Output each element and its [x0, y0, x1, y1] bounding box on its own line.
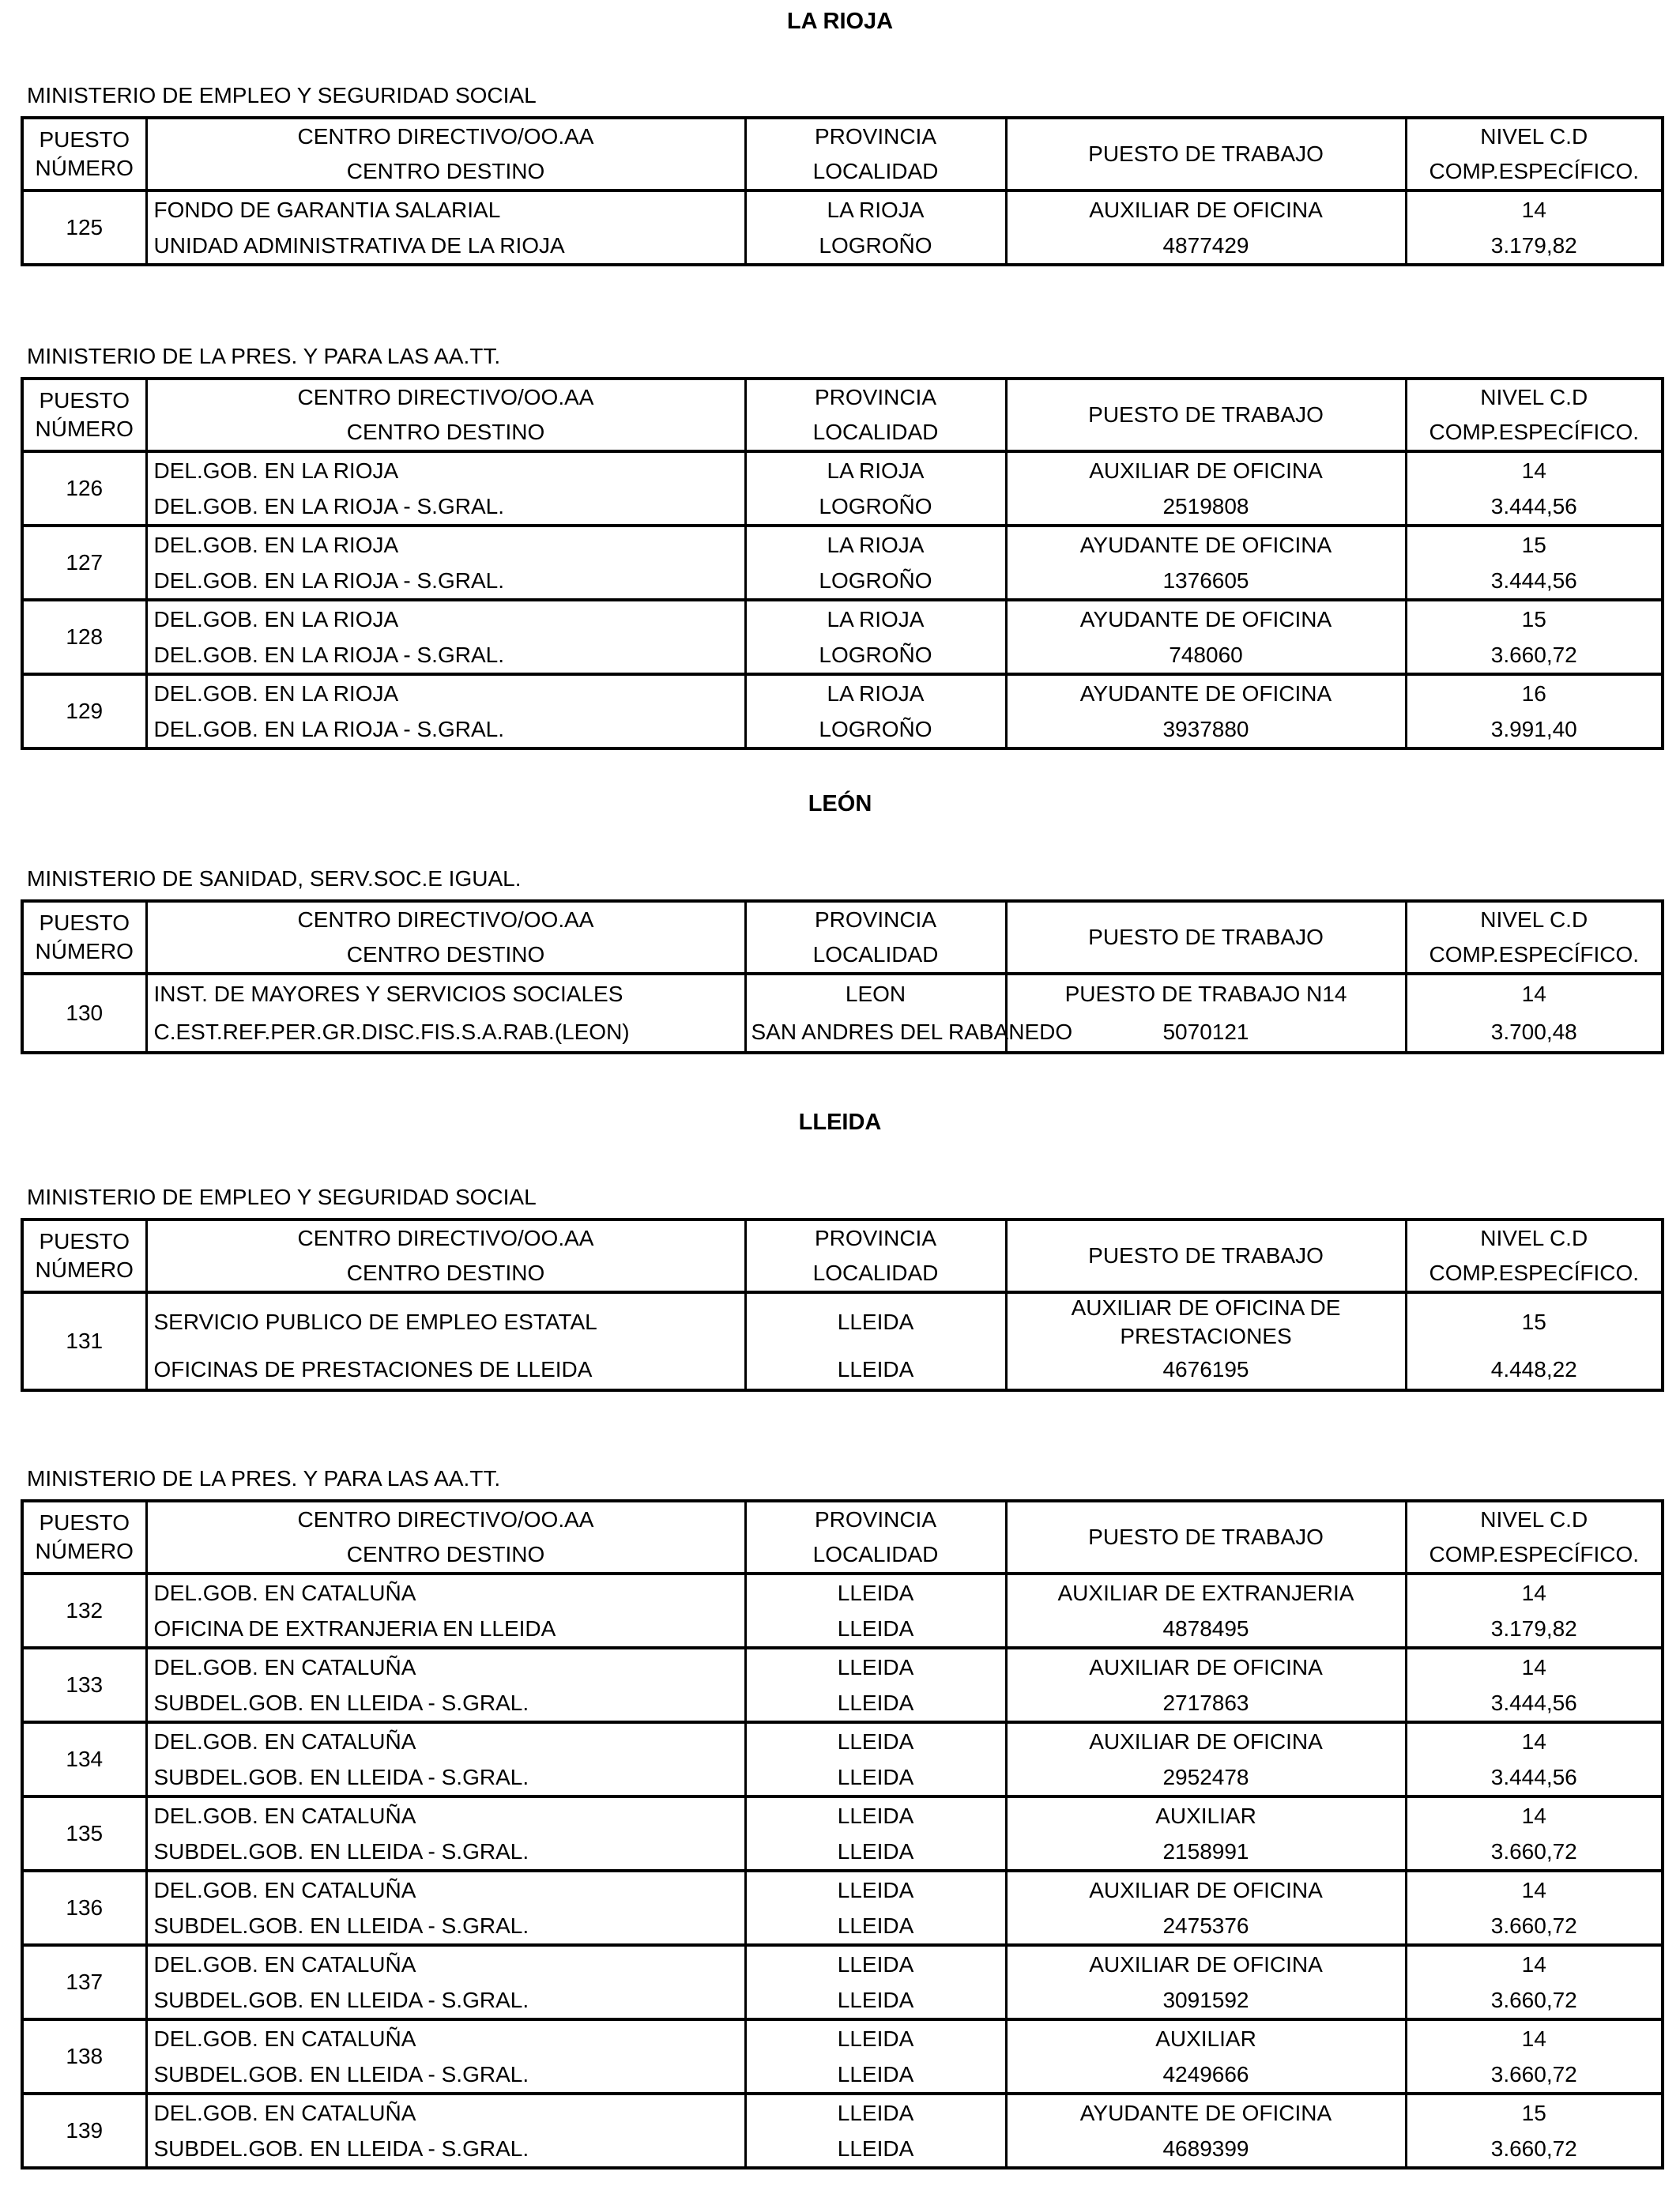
centro-directivo: DEL.GOB. EN CATALUÑA — [146, 2094, 745, 2131]
puesto-numero: 134 — [22, 1722, 146, 1796]
provincia: LLEIDA — [745, 1574, 1006, 1611]
header-puesto: PUESTO — [39, 127, 130, 152]
table-row — [22, 711, 1663, 748]
table-row — [22, 1611, 1663, 1648]
puesto-numero: 129 — [22, 674, 146, 748]
centro-directivo: DEL.GOB. EN CATALUÑA — [146, 1722, 745, 1759]
ministry-label: MINISTERIO DE LA PRES. Y PARA LAS AA.TT. — [27, 1466, 501, 1491]
table-row — [22, 488, 1663, 526]
provincia: LLEIDA — [745, 2019, 1006, 2056]
header-localidad: LOCALIDAD — [745, 1256, 1006, 1292]
nivel-cd: 14 — [1406, 1945, 1663, 1982]
centro-directivo: INST. DE MAYORES Y SERVICIOS SOCIALES — [146, 974, 745, 1013]
centro-destino: DEL.GOB. EN LA RIOJA - S.GRAL. — [146, 711, 745, 748]
puesto-trabajo: AUXILIAR DE OFICINA — [1006, 190, 1406, 228]
table-row — [22, 1722, 1663, 1759]
centro-destino: DEL.GOB. EN LA RIOJA - S.GRAL. — [146, 488, 745, 526]
puesto-numero: 136 — [22, 1871, 146, 1945]
job-table — [21, 377, 1664, 750]
table-row — [22, 1685, 1663, 1722]
table-row — [22, 974, 1663, 1013]
ministry-label: MINISTERIO DE EMPLEO Y SEGURIDAD SOCIAL — [27, 83, 537, 107]
table-row — [22, 526, 1663, 563]
nivel-cd: 14 — [1406, 190, 1663, 228]
centro-destino: C.EST.REF.PER.GR.DISC.FIS.S.A.RAB.(LEON) — [146, 1013, 745, 1053]
nivel-cd: 14 — [1406, 1871, 1663, 1908]
centro-destino: SUBDEL.GOB. EN LLEIDA - S.GRAL. — [146, 1982, 745, 2019]
comp-especifico: 3.179,82 — [1406, 1611, 1663, 1648]
puesto-numero: 125 — [22, 190, 146, 265]
header-numero: NÚMERO — [35, 1257, 134, 1282]
puesto-trabajo: AYUDANTE DE OFICINA — [1006, 2094, 1406, 2131]
puesto-numero: 130 — [22, 974, 146, 1053]
puesto-trabajo: AYUDANTE DE OFICINA — [1006, 526, 1406, 563]
comp-especifico: 3.444,56 — [1406, 1759, 1663, 1796]
centro-destino: SUBDEL.GOB. EN LLEIDA - S.GRAL. — [146, 2131, 745, 2168]
table-row — [22, 600, 1663, 637]
header-puesto-trabajo: PUESTO DE TRABAJO — [1006, 1501, 1406, 1574]
provincia: LLEIDA — [745, 1871, 1006, 1908]
table-row — [22, 1871, 1663, 1908]
header-puesto: PUESTO — [39, 388, 130, 413]
table-row — [22, 2019, 1663, 2056]
centro-directivo: DEL.GOB. EN LA RIOJA — [146, 600, 745, 637]
nivel-cd: 14 — [1406, 974, 1663, 1013]
codigo-puesto: 4877429 — [1006, 228, 1406, 265]
nivel-cd: 16 — [1406, 674, 1663, 711]
centro-destino: DEL.GOB. EN LA RIOJA - S.GRAL. — [146, 637, 745, 674]
centro-directivo: FONDO DE GARANTIA SALARIAL — [146, 190, 745, 228]
puesto-trabajo: PUESTO DE TRABAJO N14 — [1006, 974, 1406, 1013]
table-row — [22, 1013, 1663, 1053]
nivel-cd: 15 — [1406, 526, 1663, 563]
puesto-numero: 137 — [22, 1945, 146, 2019]
localidad: LLEIDA — [745, 2056, 1006, 2094]
nivel-cd: 14 — [1406, 1648, 1663, 1685]
provincia: LLEIDA — [745, 2094, 1006, 2131]
centro-directivo: SERVICIO PUBLICO DE EMPLEO ESTATAL — [146, 1292, 745, 1351]
header-puesto-numero — [22, 379, 146, 451]
header-localidad: LOCALIDAD — [745, 1537, 1006, 1574]
header-nivel: NIVEL C.D — [1406, 118, 1663, 154]
header-puesto-trabajo: PUESTO DE TRABAJO — [1006, 1220, 1406, 1292]
provincia: LA RIOJA — [745, 451, 1006, 488]
header-centro-destino: CENTRO DESTINO — [146, 154, 745, 190]
provincia: LA RIOJA — [745, 190, 1006, 228]
header-numero: NÚMERO — [35, 1539, 134, 1563]
comp-especifico: 3.660,72 — [1406, 1908, 1663, 1945]
centro-destino: DEL.GOB. EN LA RIOJA - S.GRAL. — [146, 563, 745, 600]
header-centro-directivo: CENTRO DIRECTIVO/OO.AA — [146, 1220, 745, 1256]
header-puesto: PUESTO — [39, 910, 130, 935]
table-row — [22, 2094, 1663, 2131]
table-row — [22, 1834, 1663, 1871]
comp-especifico: 3.444,56 — [1406, 488, 1663, 526]
nivel-cd: 14 — [1406, 451, 1663, 488]
provincia: LA RIOJA — [745, 600, 1006, 637]
centro-directivo: DEL.GOB. EN CATALUÑA — [146, 1648, 745, 1685]
localidad: LLEIDA — [745, 1759, 1006, 1796]
provincia: LLEIDA — [745, 1648, 1006, 1685]
centro-directivo: DEL.GOB. EN CATALUÑA — [146, 2019, 745, 2056]
puesto-numero: 138 — [22, 2019, 146, 2094]
nivel-cd: 14 — [1406, 1796, 1663, 1834]
localidad: LOGROÑO — [745, 711, 1006, 748]
nivel-cd: 14 — [1406, 1722, 1663, 1759]
codigo-puesto: 3937880 — [1006, 711, 1406, 748]
header-comp-especifico: COMP.ESPECÍFICO. — [1406, 415, 1663, 451]
codigo-puesto: 2717863 — [1006, 1685, 1406, 1722]
comp-especifico: 3.660,72 — [1406, 1834, 1663, 1871]
codigo-puesto: 4689399 — [1006, 2131, 1406, 2168]
table-row — [22, 1908, 1663, 1945]
table-row — [22, 2056, 1663, 2094]
comp-especifico: 4.448,22 — [1406, 1351, 1663, 1390]
codigo-puesto: 2952478 — [1006, 1759, 1406, 1796]
provincia: LLEIDA — [745, 1945, 1006, 1982]
job-table — [21, 116, 1664, 266]
centro-directivo: DEL.GOB. EN CATALUÑA — [146, 1945, 745, 1982]
localidad: LLEIDA — [745, 1351, 1006, 1390]
localidad: LLEIDA — [745, 1908, 1006, 1945]
header-puesto: PUESTO — [39, 1510, 130, 1535]
comp-especifico: 3.444,56 — [1406, 1685, 1663, 1722]
puesto-numero: 131 — [22, 1292, 146, 1390]
centro-directivo: DEL.GOB. EN LA RIOJA — [146, 674, 745, 711]
localidad: SAN ANDRES DEL RABANEDO — [745, 1013, 1006, 1053]
header-nivel: NIVEL C.D — [1406, 1501, 1663, 1537]
puesto-numero: 135 — [22, 1796, 146, 1871]
localidad: LOGROÑO — [745, 488, 1006, 526]
puesto-numero: 128 — [22, 600, 146, 674]
codigo-puesto: 2158991 — [1006, 1834, 1406, 1871]
job-table — [21, 1218, 1664, 1392]
centro-directivo: DEL.GOB. EN LA RIOJA — [146, 526, 745, 563]
puesto-trabajo: AUXILIAR DE OFICINA — [1006, 1871, 1406, 1908]
header-localidad: LOCALIDAD — [745, 415, 1006, 451]
header-numero: NÚMERO — [35, 417, 134, 441]
header-puesto-numero — [22, 1501, 146, 1574]
localidad: LLEIDA — [745, 2131, 1006, 2168]
table-row — [22, 1351, 1663, 1390]
localidad: LLEIDA — [745, 1982, 1006, 2019]
table-row — [22, 674, 1663, 711]
localidad: LOGROÑO — [745, 228, 1006, 265]
header-puesto-numero — [22, 1220, 146, 1292]
centro-destino: SUBDEL.GOB. EN LLEIDA - S.GRAL. — [146, 1685, 745, 1722]
header-provincia: PROVINCIA — [745, 1220, 1006, 1256]
provincia: LLEIDA — [745, 1292, 1006, 1351]
localidad: LLEIDA — [745, 1834, 1006, 1871]
centro-destino: OFICINA DE EXTRANJERIA EN LLEIDA — [146, 1611, 745, 1648]
puesto-trabajo: AUXILIAR DE OFICINA — [1006, 1722, 1406, 1759]
header-puesto-trabajo: PUESTO DE TRABAJO — [1006, 118, 1406, 190]
provincia: LLEIDA — [745, 1722, 1006, 1759]
table-row — [22, 563, 1663, 600]
nivel-cd: 15 — [1406, 1292, 1663, 1351]
puesto-trabajo: AUXILIAR — [1006, 2019, 1406, 2056]
centro-destino: UNIDAD ADMINISTRATIVA DE LA RIOJA — [146, 228, 745, 265]
puesto-trabajo: AYUDANTE DE OFICINA — [1006, 600, 1406, 637]
centro-directivo: DEL.GOB. EN CATALUÑA — [146, 1796, 745, 1834]
centro-directivo: DEL.GOB. EN CATALUÑA — [146, 1871, 745, 1908]
localidad: LOGROÑO — [745, 563, 1006, 600]
localidad: LLEIDA — [745, 1685, 1006, 1722]
comp-especifico: 3.991,40 — [1406, 711, 1663, 748]
puesto-trabajo: AUXILIAR DE EXTRANJERIA — [1006, 1574, 1406, 1611]
provincia: LA RIOJA — [745, 526, 1006, 563]
ministry-label: MINISTERIO DE EMPLEO Y SEGURIDAD SOCIAL — [27, 1185, 537, 1209]
header-numero: NÚMERO — [35, 156, 134, 180]
codigo-puesto: 4249666 — [1006, 2056, 1406, 2094]
puesto-numero: 139 — [22, 2094, 146, 2168]
centro-directivo: DEL.GOB. EN LA RIOJA — [146, 451, 745, 488]
header-provincia: PROVINCIA — [745, 379, 1006, 415]
region-title-lleida: LLEIDA — [798, 1110, 882, 1135]
header-provincia: PROVINCIA — [745, 1501, 1006, 1537]
ministry-label: MINISTERIO DE LA PRES. Y PARA LAS AA.TT. — [27, 344, 501, 368]
comp-especifico: 3.660,72 — [1406, 1982, 1663, 2019]
header-localidad: LOCALIDAD — [745, 937, 1006, 974]
header-nivel: NIVEL C.D — [1406, 901, 1663, 937]
provincia: LA RIOJA — [745, 674, 1006, 711]
header-comp-especifico: COMP.ESPECÍFICO. — [1406, 1537, 1663, 1574]
header-centro-directivo: CENTRO DIRECTIVO/OO.AA — [146, 118, 745, 154]
table-row — [22, 1292, 1663, 1351]
table-row — [22, 637, 1663, 674]
nivel-cd: 15 — [1406, 600, 1663, 637]
comp-especifico: 3.660,72 — [1406, 2056, 1663, 2094]
comp-especifico: 3.660,72 — [1406, 2131, 1663, 2168]
table-row — [22, 2131, 1663, 2168]
header-nivel: NIVEL C.D — [1406, 379, 1663, 415]
provincia: LLEIDA — [745, 1796, 1006, 1834]
codigo-puesto: 4676195 — [1006, 1351, 1406, 1390]
header-comp-especifico: COMP.ESPECÍFICO. — [1406, 1256, 1663, 1292]
table-row — [22, 1796, 1663, 1834]
table-row — [22, 190, 1663, 228]
header-centro-directivo: CENTRO DIRECTIVO/OO.AA — [146, 1501, 745, 1537]
codigo-puesto: 5070121 — [1006, 1013, 1406, 1053]
header-puesto-numero — [22, 901, 146, 974]
region-title-leon: LEÓN — [808, 791, 872, 816]
codigo-puesto: 1376605 — [1006, 563, 1406, 600]
header-centro-destino: CENTRO DESTINO — [146, 1256, 745, 1292]
comp-especifico: 3.660,72 — [1406, 637, 1663, 674]
header-puesto-trabajo: PUESTO DE TRABAJO — [1006, 379, 1406, 451]
region-title-la-rioja: LA RIOJA — [786, 9, 894, 34]
header-comp-especifico: COMP.ESPECÍFICO. — [1406, 937, 1663, 974]
header-centro-directivo: CENTRO DIRECTIVO/OO.AA — [146, 379, 745, 415]
header-puesto: PUESTO — [39, 1229, 130, 1253]
codigo-puesto: 4878495 — [1006, 1611, 1406, 1648]
localidad: LOGROÑO — [745, 637, 1006, 674]
job-table — [21, 899, 1664, 1054]
header-localidad: LOCALIDAD — [745, 154, 1006, 190]
header-puesto-trabajo: PUESTO DE TRABAJO — [1006, 901, 1406, 974]
centro-directivo: DEL.GOB. EN CATALUÑA — [146, 1574, 745, 1611]
puesto-numero: 127 — [22, 526, 146, 600]
codigo-puesto: 748060 — [1006, 637, 1406, 674]
comp-especifico: 3.444,56 — [1406, 563, 1663, 600]
header-centro-destino: CENTRO DESTINO — [146, 1537, 745, 1574]
centro-destino: SUBDEL.GOB. EN LLEIDA - S.GRAL. — [146, 1834, 745, 1871]
table-row — [22, 228, 1663, 265]
puesto-trabajo: AUXILIAR DE OFICINA — [1006, 451, 1406, 488]
puesto-numero: 126 — [22, 451, 146, 526]
codigo-puesto: 3091592 — [1006, 1982, 1406, 2019]
centro-destino: SUBDEL.GOB. EN LLEIDA - S.GRAL. — [146, 2056, 745, 2094]
job-table — [21, 1499, 1664, 2169]
nivel-cd: 14 — [1406, 1574, 1663, 1611]
puesto-numero: 133 — [22, 1648, 146, 1722]
puesto-numero: 132 — [22, 1574, 146, 1648]
header-provincia: PROVINCIA — [745, 118, 1006, 154]
header-nivel: NIVEL C.D — [1406, 1220, 1663, 1256]
table-row — [22, 1648, 1663, 1685]
centro-destino: SUBDEL.GOB. EN LLEIDA - S.GRAL. — [146, 1759, 745, 1796]
table-row — [22, 1945, 1663, 1982]
centro-destino: OFICINAS DE PRESTACIONES DE LLEIDA — [146, 1351, 745, 1390]
nivel-cd: 14 — [1406, 2019, 1663, 2056]
table-row — [22, 1574, 1663, 1611]
nivel-cd: 15 — [1406, 2094, 1663, 2131]
ministry-label: MINISTERIO DE SANIDAD, SERV.SOC.E IGUAL. — [27, 866, 522, 891]
header-provincia: PROVINCIA — [745, 901, 1006, 937]
puesto-trabajo: AYUDANTE DE OFICINA — [1006, 674, 1406, 711]
header-comp-especifico: COMP.ESPECÍFICO. — [1406, 154, 1663, 190]
codigo-puesto: 2519808 — [1006, 488, 1406, 526]
header-puesto-numero — [22, 118, 146, 190]
header-centro-destino: CENTRO DESTINO — [146, 937, 745, 974]
codigo-puesto: 2475376 — [1006, 1908, 1406, 1945]
table-row — [22, 1982, 1663, 2019]
puesto-trabajo: AUXILIAR DE OFICINA — [1006, 1945, 1406, 1982]
puesto-trabajo: AUXILIAR — [1006, 1796, 1406, 1834]
header-centro-destino: CENTRO DESTINO — [146, 415, 745, 451]
localidad: LLEIDA — [745, 1611, 1006, 1648]
table-row — [22, 1759, 1663, 1796]
header-centro-directivo: CENTRO DIRECTIVO/OO.AA — [146, 901, 745, 937]
header-numero: NÚMERO — [35, 939, 134, 963]
provincia: LEON — [745, 974, 1006, 1013]
comp-especifico: 3.700,48 — [1406, 1013, 1663, 1053]
puesto-trabajo: AUXILIAR DE OFICINA DE PRESTACIONES — [1006, 1292, 1406, 1351]
centro-destino: SUBDEL.GOB. EN LLEIDA - S.GRAL. — [146, 1908, 745, 1945]
puesto-trabajo: AUXILIAR DE OFICINA — [1006, 1648, 1406, 1685]
table-row — [22, 451, 1663, 488]
comp-especifico: 3.179,82 — [1406, 228, 1663, 265]
